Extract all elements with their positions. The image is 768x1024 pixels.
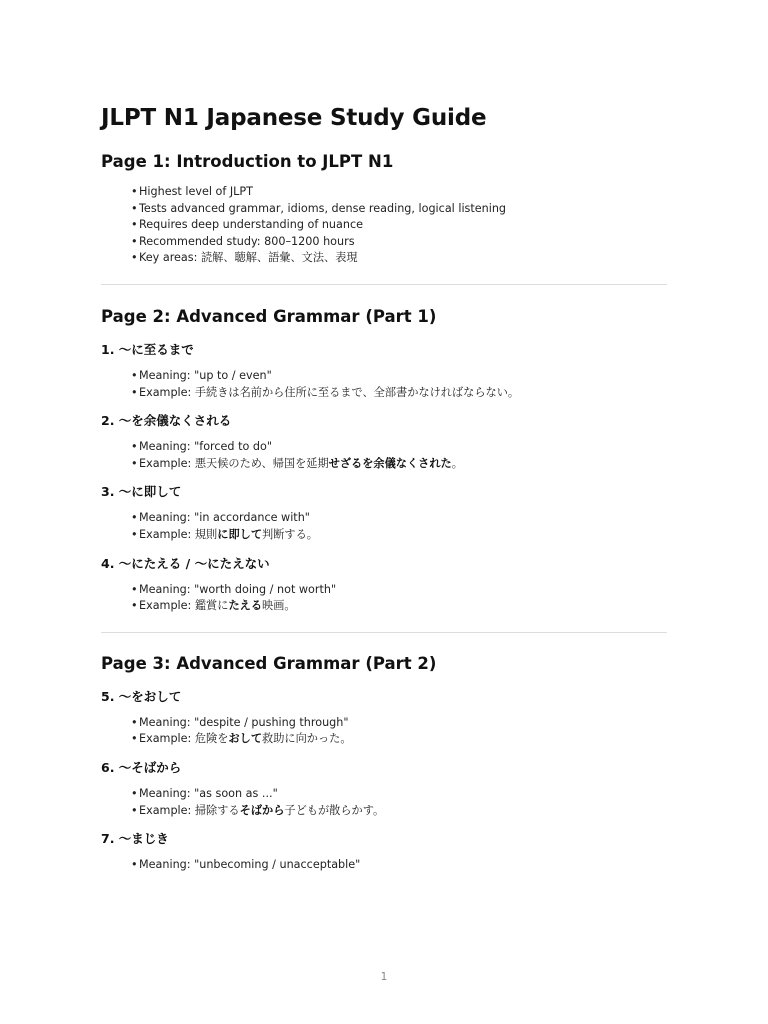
meaning-line: •Meaning: "worth doing / not worth": [131, 582, 337, 596]
grammar-item-title: 2. 〜を余儀なくされる: [101, 413, 232, 429]
grammar-highlight: せざるを余儀なくされた: [328, 456, 452, 470]
section-heading-page1: Page 1: Introduction to JLPT N1: [101, 152, 394, 171]
grammar-item-details: [101, 857, 667, 874]
grammar-item-details: [101, 582, 667, 615]
grammar-highlight: に即して: [217, 527, 263, 541]
grammar-item-title: 1. 〜に至るまで: [101, 341, 194, 357]
section-heading-page2: Page 2: Advanced Grammar (Part 1): [101, 306, 437, 326]
meaning-line: •Meaning: "as soon as ...": [131, 786, 278, 800]
list-item: •Highest level of JLPT: [131, 185, 253, 198]
grammar-item-title: 5. 〜をおして: [101, 688, 182, 704]
example-line: •Example: 危険をおして救助に向かった。: [131, 732, 352, 746]
example-line: •Example: 悪天候のため、帰国を延期せざるを余儀なくされた。: [131, 456, 463, 470]
meaning-line: •Meaning: "despite / pushing through": [131, 715, 349, 729]
grammar-item-title: 4. 〜にたえる / 〜にたえない: [101, 555, 270, 571]
grammar-highlight: おして: [228, 732, 263, 746]
grammar-item-details: [101, 786, 667, 819]
grammar-item-title: 7. 〜まじき: [101, 831, 169, 847]
example-line: •Example: 手続きは名前から住所に至るまで、全部書かなければならない。: [131, 385, 520, 399]
example-line: •Example: 掃除するそばから子どもが散らかす。: [131, 803, 385, 817]
grammar-item-details: [101, 510, 667, 543]
grammar-highlight: たえる: [228, 599, 263, 613]
grammar-highlight: そばから: [239, 803, 285, 817]
grammar-item-details: [101, 439, 667, 472]
list-item: •Requires deep understanding of nuance: [131, 218, 363, 232]
page-number: 1: [380, 971, 388, 983]
list-item: •Tests advanced grammar, idioms, dense reading, logical listening: [131, 201, 507, 215]
example-line: •Example: 規則に即して判断する。: [131, 527, 318, 541]
meaning-line: •Meaning: "in accordance with": [131, 511, 310, 525]
meaning-line: •Meaning: "unbecoming / unacceptable": [131, 858, 361, 872]
document-title: JLPT N1 Japanese Study Guide: [101, 105, 487, 131]
list-item: •Recommended study: 800–1200 hours: [131, 234, 355, 248]
intro-bullet-list: [101, 184, 667, 267]
list-item: •Key areas: 読解、聴解、語彙、文法、表現: [131, 251, 358, 265]
grammar-item-title: 6. 〜そばから: [101, 759, 182, 775]
grammar-item-title: 3. 〜に即して: [101, 484, 182, 500]
meaning-line: •Meaning: "forced to do": [131, 440, 272, 454]
grammar-item-details: [101, 368, 667, 401]
grammar-item-details: [101, 715, 667, 748]
section-heading-page3: Page 3: Advanced Grammar (Part 2): [101, 653, 437, 673]
example-line: •Example: 鑑賞にたえる映画。: [131, 599, 296, 613]
document-content: [101, 100, 667, 874]
meaning-line: •Meaning: "up to / even": [131, 368, 272, 382]
